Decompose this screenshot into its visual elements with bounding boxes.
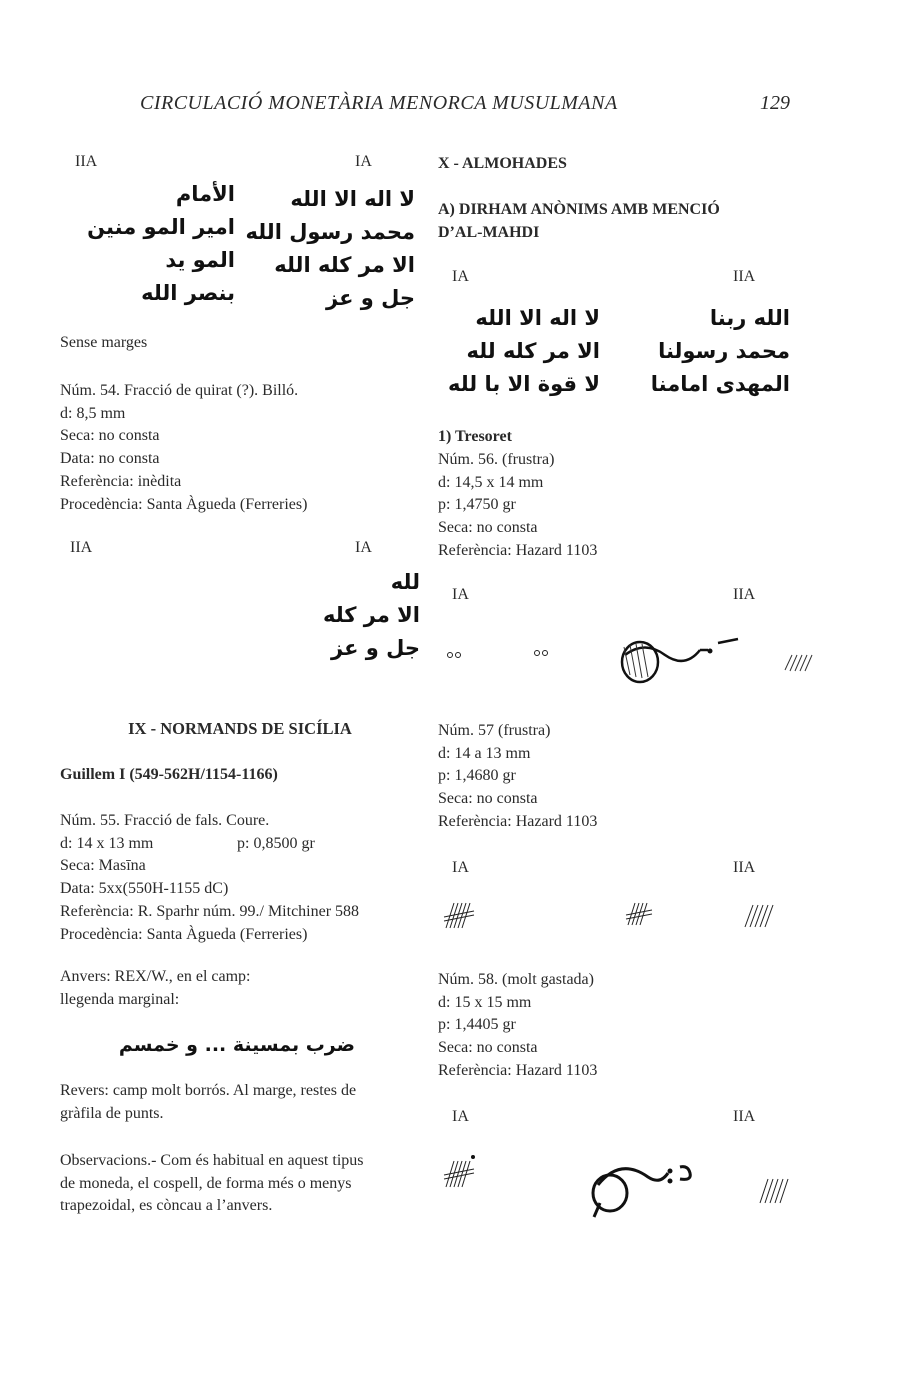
detail-line: Data: 5xx(550H-1155 dC) (60, 880, 229, 898)
coin58-trace-drawing (440, 1145, 800, 1225)
coin54-label2-left: IIA (70, 539, 93, 556)
detail-line: d: 14 a 13 mm (438, 744, 531, 762)
legend-line: جل و عز (331, 636, 420, 660)
detail-line: p: 1,4405 gr (438, 1016, 516, 1034)
detail-line: Referència: Hazard 1103 (438, 812, 598, 830)
coin54-details (60, 380, 307, 516)
text-line: Anvers: REX/W., en el camp: (60, 968, 251, 985)
coin55-reverse (60, 1080, 356, 1125)
text-line: trapezoidal, es còncau a l’anvers. (60, 1197, 273, 1215)
coin54-label2-right: IA (355, 539, 372, 556)
almohad-label-right: IIA (733, 268, 756, 285)
detail-line: Referència: Hazard 1103 (438, 541, 598, 559)
legend-line: الله ربنا (709, 306, 790, 330)
coin56-trace-drawing (440, 625, 820, 695)
coin54-legend2 (270, 566, 420, 665)
legend-line: محمد رسولنا (658, 339, 790, 363)
legend-line: امير المو منين (87, 215, 235, 239)
detail-line: Seca: no consta (438, 1039, 538, 1057)
almohad-label-left: IA (452, 268, 469, 285)
coin55-details (60, 810, 420, 946)
detail-line: p: 1,4750 gr (438, 496, 516, 514)
almohad-legend-left (420, 302, 600, 401)
section-ix-title: IX - NORMANDS DE SICÍLIA (128, 719, 352, 738)
legend-line: جل و عز (326, 286, 415, 310)
detail-line: Referència: inèdita (60, 472, 182, 490)
detail-line: Referència: R. Sparhr núm. 99./ Mitchiner 588 (60, 902, 360, 920)
detail-line: Núm. 55. Fracció de fals. Coure. (60, 812, 270, 829)
coin55-obverse (60, 966, 250, 1011)
legend-line: لا اله الا الله (290, 187, 415, 211)
detail-line: Seca: Masīna (60, 857, 146, 875)
legend-line: المو يد (165, 248, 235, 272)
coin56-label-left: IA (452, 586, 469, 603)
coin57-label-left: IA (452, 859, 469, 876)
section-x-title: X - ALMOHADES (438, 155, 567, 172)
legend-line: محمد رسول الله (245, 220, 415, 244)
legend-line: الا مر كله لله (466, 339, 600, 363)
coin54-legend-right (245, 183, 415, 315)
legend-line: لا قوة الا با لله (448, 372, 600, 396)
detail-line: Referència: Hazard 1103 (438, 1061, 598, 1079)
legend-line: الا مر كله الله (274, 253, 415, 277)
detail-line: Seca: no consta (438, 790, 538, 808)
detail-diameter: d: 14 x 13 mm (60, 834, 154, 852)
text-line: de moneda, el cospell, de forma més o menys (60, 1174, 352, 1192)
coin57-details (438, 720, 597, 834)
detail-line: Núm. 57 (frustra) (438, 722, 551, 739)
detail-line: Núm. 58. (molt gastada) (438, 971, 594, 988)
section-x-subtitle (438, 199, 720, 244)
text-line: llegenda marginal: (60, 990, 180, 1008)
tresoret-heading: 1) Tresoret (438, 428, 512, 445)
detail-line: Procedència: Santa Àgueda (Ferreries) (60, 495, 308, 513)
coin58-label-right: IIA (733, 1108, 756, 1125)
coin54-legend-left (55, 178, 235, 310)
detail-line: d: 14,5 x 14 mm (438, 473, 544, 491)
running-title: CIRCULACIÓ MONETÀRIA MENORCA MUSULMANA (140, 92, 618, 114)
detail-line: Seca: no consta (438, 519, 538, 537)
subtitle-line: D’AL-MAHDI (438, 223, 540, 241)
coin54-label-left: IIA (75, 153, 98, 170)
detail-line: Núm. 56. (frustra) (438, 451, 555, 468)
detail-line: Núm. 54. Fracció de quirat (?). Billó. (60, 382, 299, 399)
detail-line: p: 1,4680 gr (438, 767, 516, 785)
coin55-observations (60, 1150, 364, 1218)
detail-line: Data: no consta (60, 450, 160, 468)
coin56-label-right: IIA (733, 586, 756, 603)
detail-line: d: 15 x 15 mm (438, 993, 532, 1011)
detail-line: Seca: no consta (60, 427, 160, 445)
coin58-details (438, 969, 597, 1083)
coin57-trace-drawing (440, 895, 800, 940)
section-ix-subtitle: Guillem I (549-562H/1154-1166) (60, 766, 278, 783)
coin56-details (438, 449, 597, 563)
text-line: Revers: camp molt borrós. Al marge, restes de (60, 1082, 357, 1099)
text-line: Observacions.- Com és habitual en aquest tipus (60, 1152, 364, 1169)
legend-line: الأمام (175, 182, 235, 206)
coin54-label-right: IA (355, 153, 372, 170)
coin58-label-left: IA (452, 1108, 469, 1125)
detail-line (60, 833, 420, 856)
detail-line: Procedència: Santa Àgueda (Ferreries) (60, 925, 308, 943)
subtitle-line: A) DIRHAM ANÒNIMS AMB MENCIÓ (438, 201, 720, 218)
page-number: 129 (760, 92, 790, 114)
legend-line: لله (390, 570, 420, 594)
coin54-note: Sense marges (60, 334, 148, 351)
almohad-legend-right (615, 302, 790, 401)
text-line: gràfila de punts. (60, 1104, 164, 1122)
legend-line: بنصر الله (141, 281, 235, 305)
coin55-arabic-legend: ضرب بمسينة ... و خمسم (118, 1034, 355, 1056)
legend-line: لا اله الا الله (475, 306, 600, 330)
detail-line: d: 8,5 mm (60, 404, 126, 422)
legend-line: الا مر كله (322, 603, 420, 627)
legend-line: المهدى امامنا (650, 372, 790, 396)
coin57-label-right: IIA (733, 859, 756, 876)
detail-weight: p: 0,8500 gr (237, 834, 315, 852)
